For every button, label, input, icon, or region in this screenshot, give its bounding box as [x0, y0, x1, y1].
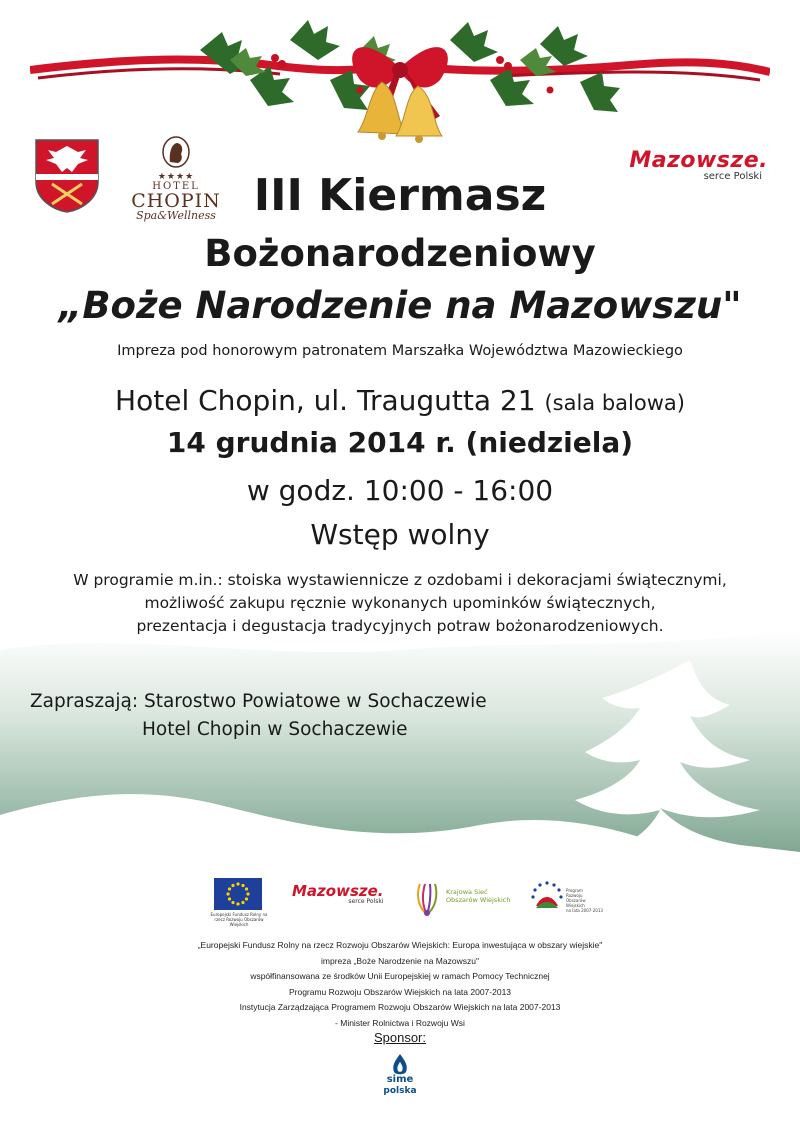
event-venue	[0, 384, 800, 417]
venue-note: (sala balowa)	[544, 391, 685, 415]
event-hours: w godz. 10:00 - 16:00	[246, 474, 554, 507]
hotel-logo-line2: CHOPIN	[131, 190, 221, 212]
green-wave-background	[0, 620, 800, 880]
sime-logo-line2: polska	[383, 1086, 417, 1096]
ksow-logo	[412, 880, 522, 920]
sponsor-label: Sponsor:	[373, 1030, 427, 1045]
invite-line1: Zapraszają: Starostwo Powiatowe w Sochaczewie	[30, 691, 487, 712]
hotel-stars: ★★★★	[157, 172, 195, 182]
venue-address: Hotel Chopin, ul. Traugutta 21	[115, 384, 536, 417]
funding-line: - Minister Rolnictwa i Rozwoju Wsi	[335, 1017, 465, 1028]
program-line: prezentacja i degustacja tradycyjnych potraw bożonarodzeniowych.	[136, 617, 664, 635]
ksow-text: Krajowa Sieć Obszarów Wiejskich	[446, 888, 511, 904]
prow-text: Program Rozwoju Obszarów Wiejskich na lata 2007-2013	[566, 888, 603, 913]
eu-flag-icon	[214, 878, 262, 910]
mazowsze-logo-word: Mazowsze.	[629, 148, 768, 173]
prow-logo	[530, 880, 610, 920]
title-line2: Bożonarodzeniowy	[204, 232, 596, 275]
funding-line: impreza „Boże Narodzenie na Mazowszu"	[321, 955, 479, 966]
title-line1: III Kiermasz	[253, 170, 547, 221]
title-line3: „Boże Narodzenie na Mazowszu"	[58, 284, 742, 327]
program-line: możliwość zakupu ręcznie wykonanych upominków świątecznych,	[144, 594, 656, 612]
event-entry: Wstęp wolny	[310, 518, 490, 551]
event-date: 14 grudnia 2014 r. (niedziela)	[166, 426, 634, 459]
mazowsze-partner-logo	[292, 882, 383, 905]
partner-logos	[200, 876, 620, 927]
program-line: W programie m.in.: stoiska wystawiennicze z ozdobami i dekoracjami świątecznymi,	[73, 571, 727, 589]
funding-line: Programu Rozwoju Obszarów Wiejskich na lata 2007-2013	[288, 986, 512, 997]
sime-polska-logo	[380, 1052, 420, 1100]
funding-text	[0, 938, 800, 1031]
flame-icon	[380, 1052, 420, 1076]
mazowsze-logo-subtitle: serce Polski	[703, 171, 762, 182]
patronage-text: Impreza pod honorowym patronatem Marszałka Województwa Mazowieckiego	[117, 343, 683, 359]
hotel-logo-line3: Spa&Wellness	[136, 209, 216, 222]
funding-line: współfinansowana ze środków Unii Europejskiej w ramach Pomocy Technicznej	[250, 971, 550, 981]
invitation	[30, 688, 487, 744]
mazowsze-partner-subtitle: serce Polski	[348, 898, 384, 905]
hotel-logo-line1: HOTEL	[152, 181, 200, 192]
eu-caption: Europejski Fundusz Rolny na rzecz Rozwoju Obszarów Wiejskich	[210, 912, 268, 927]
funding-line: „Europejski Fundusz Rolny na rzecz Rozwoju Obszarów Wiejskich: Europa inwestująca w obszary wiejskie"	[197, 940, 603, 950]
ksow-emblem-icon	[412, 880, 442, 918]
sime-logo-line1: sime	[386, 1074, 414, 1085]
funding-line: Instytucja Zarządzająca Programem Rozwoju Obszarów Wiejskich na lata 2007-2013	[239, 1002, 561, 1012]
prow-emblem-icon	[530, 880, 564, 914]
program-description	[0, 569, 800, 638]
mazowsze-partner-word: Mazowsze.	[292, 882, 384, 900]
portrait-icon	[161, 136, 191, 168]
invite-line2: Hotel Chopin w Sochaczewie	[142, 719, 408, 740]
